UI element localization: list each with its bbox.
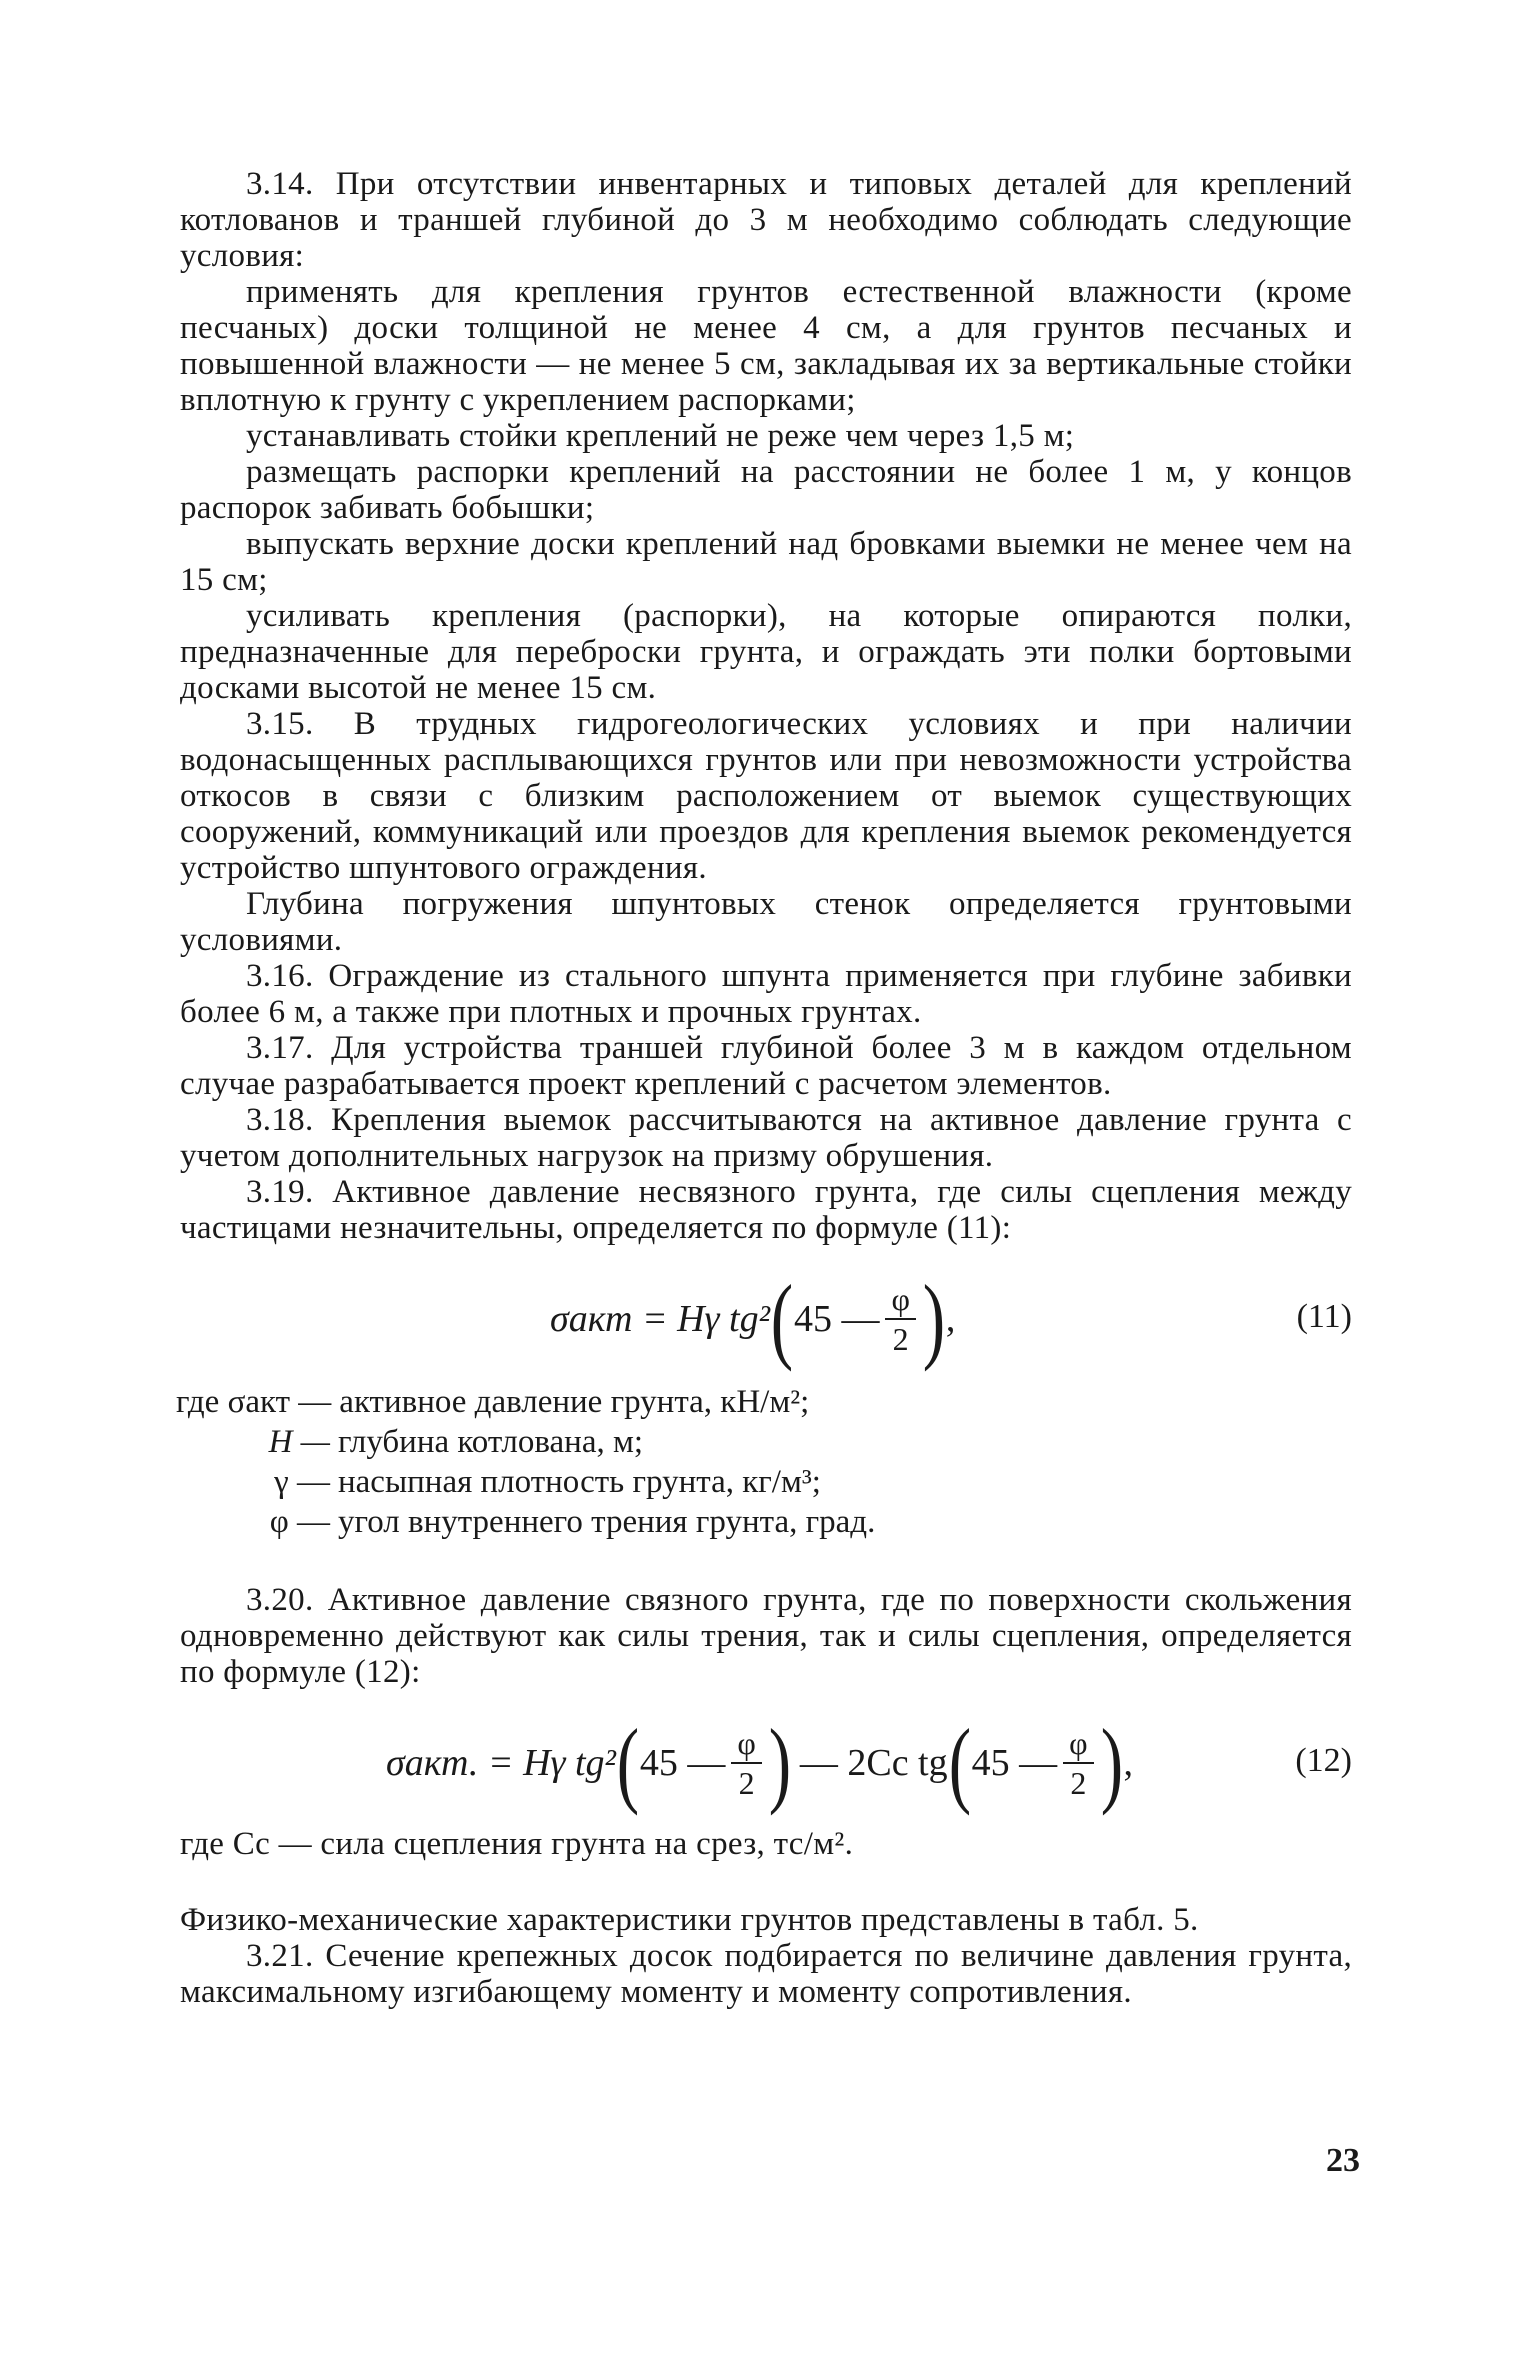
legend-row: φ — угол внутреннего трения грунта, град.: [269, 1504, 876, 1540]
legend-row: γ — насыпная плотность грунта, кг/м³;: [274, 1464, 821, 1500]
formula-11-lhs: σакт = Hγ tg²: [550, 1298, 770, 1340]
paragraph-3-15: 3.15. В трудных гидрогеологических условиях и при наличии водонасыщенных расплывающихся грунтов или при невозможности устройства откосов в связи с близким расположением от выемок существующих сооружений, коммуникаций или проездов для крепления выемок рекомендуется устройство шпунтового ограждения.: [180, 706, 1352, 886]
legend-row: H — глубина котлована, м;: [268, 1424, 644, 1460]
text-column: [176, 166, 1352, 2010]
formula-12-legend: где Cс — сила сцепления грунта на срез, тс/м².: [180, 1826, 854, 1862]
paragraph-table-reference: Физико-механические характеристики грунтов представлены в табл. 5.: [180, 1902, 1199, 1938]
paragraph-3-16: 3.16. Ограждение из стального шпунта применяется при глубине забивки более 6 м, а также при плотных и прочных грунтах.: [180, 958, 1352, 1030]
formula-11-legend: [176, 1382, 1352, 1542]
formula-12: σакт. = Hγ tg² ( 45 — $\frac{\varphi}{2}$ ) — 2Cс tg ( 45 — $\frac{\varphi}{2}$ ) , (12): [386, 1709, 1352, 1816]
paragraph-3-18: 3.18. Крепления выемок рассчитываются на активное давление грунта с учетом дополнительных нагрузок на призму обрушения.: [180, 1102, 1352, 1174]
paragraph-3-14-item: устанавливать стойки креплений не реже чем через 1,5 м;: [246, 418, 1075, 454]
legend-row: где σакт — активное давление грунта, кН/м²;: [176, 1384, 810, 1420]
formula-12-number: (12): [1295, 1742, 1352, 1779]
formula-11-inner: 45 —: [793, 1298, 880, 1340]
formula-12-fraction: $\frac{\varphi}{2}$: [1063, 1724, 1093, 1802]
paragraph-3-17: 3.17. Для устройства траншей глубиной более 3 м в каждом отдельном случае разрабатывается проект креплений с расчетом элементов.: [180, 1030, 1352, 1102]
paragraph-3-21: 3.21. Сечение крепежных досок подбирается по величине давления грунта, максимальному изгибающему моменту и моменту сопротивления.: [180, 1938, 1352, 2010]
paragraph-3-20: 3.20. Активное давление связного грунта, где по поверхности скольжения одновременно действуют как силы трения, так и силы сцепления, определяется по формуле (12):: [180, 1582, 1352, 1690]
formula-11: σакт = Hγ tg² ( 45 — $\frac{\varphi}{2}$ ) , (11): [550, 1265, 1352, 1372]
paragraph-3-14-item: выпускать верхние доски креплений над бровками выемки не менее чем на 15 см;: [180, 526, 1352, 598]
paragraph-3-14-item: применять для крепления грунтов естественной влажности (кроме песчаных) доски толщиной не менее 4 см, а для грунтов песчаных и повышенной влажности — не менее 5 см, закладывая их за вертикальные стойки вплотную к грунту с укреплением распорками;: [180, 274, 1352, 418]
page-number: 23: [1326, 2142, 1360, 2179]
formula-12-fraction: $\frac{\varphi}{2}$: [731, 1724, 761, 1802]
paragraph-3-14: 3.14. При отсутствии инвентарных и типовых деталей для креплений котлованов и траншей глубиной до 3 м необходимо соблюдать следующие условия:: [180, 166, 1352, 274]
formula-11-fraction: $\frac{\varphi}{2}$: [885, 1280, 915, 1358]
formula-11-number: (11): [1296, 1298, 1352, 1335]
paragraph-3-14-item: усиливать крепления (распорки), на которые опираются полки, предназначенные для переброски грунта, и ограждать эти полки бортовыми досками высотой не менее 15 см.: [180, 598, 1352, 706]
paragraph-3-14-item: размещать распорки креплений на расстоянии не более 1 м, у концов распорок забивать бобышки;: [180, 454, 1352, 526]
paragraph-3-15-depth: Глубина погружения шпунтовых стенок определяется грунтовыми условиями.: [180, 886, 1352, 958]
formula-12-lhs: σакт. = Hγ tg²: [386, 1742, 616, 1784]
formula-12-mid: — 2Cс tg: [799, 1742, 948, 1784]
paragraph-3-19: 3.19. Активное давление несвязного грунта, где силы сцепления между частицами незначительны, определяется по формуле (11):: [180, 1174, 1352, 1246]
